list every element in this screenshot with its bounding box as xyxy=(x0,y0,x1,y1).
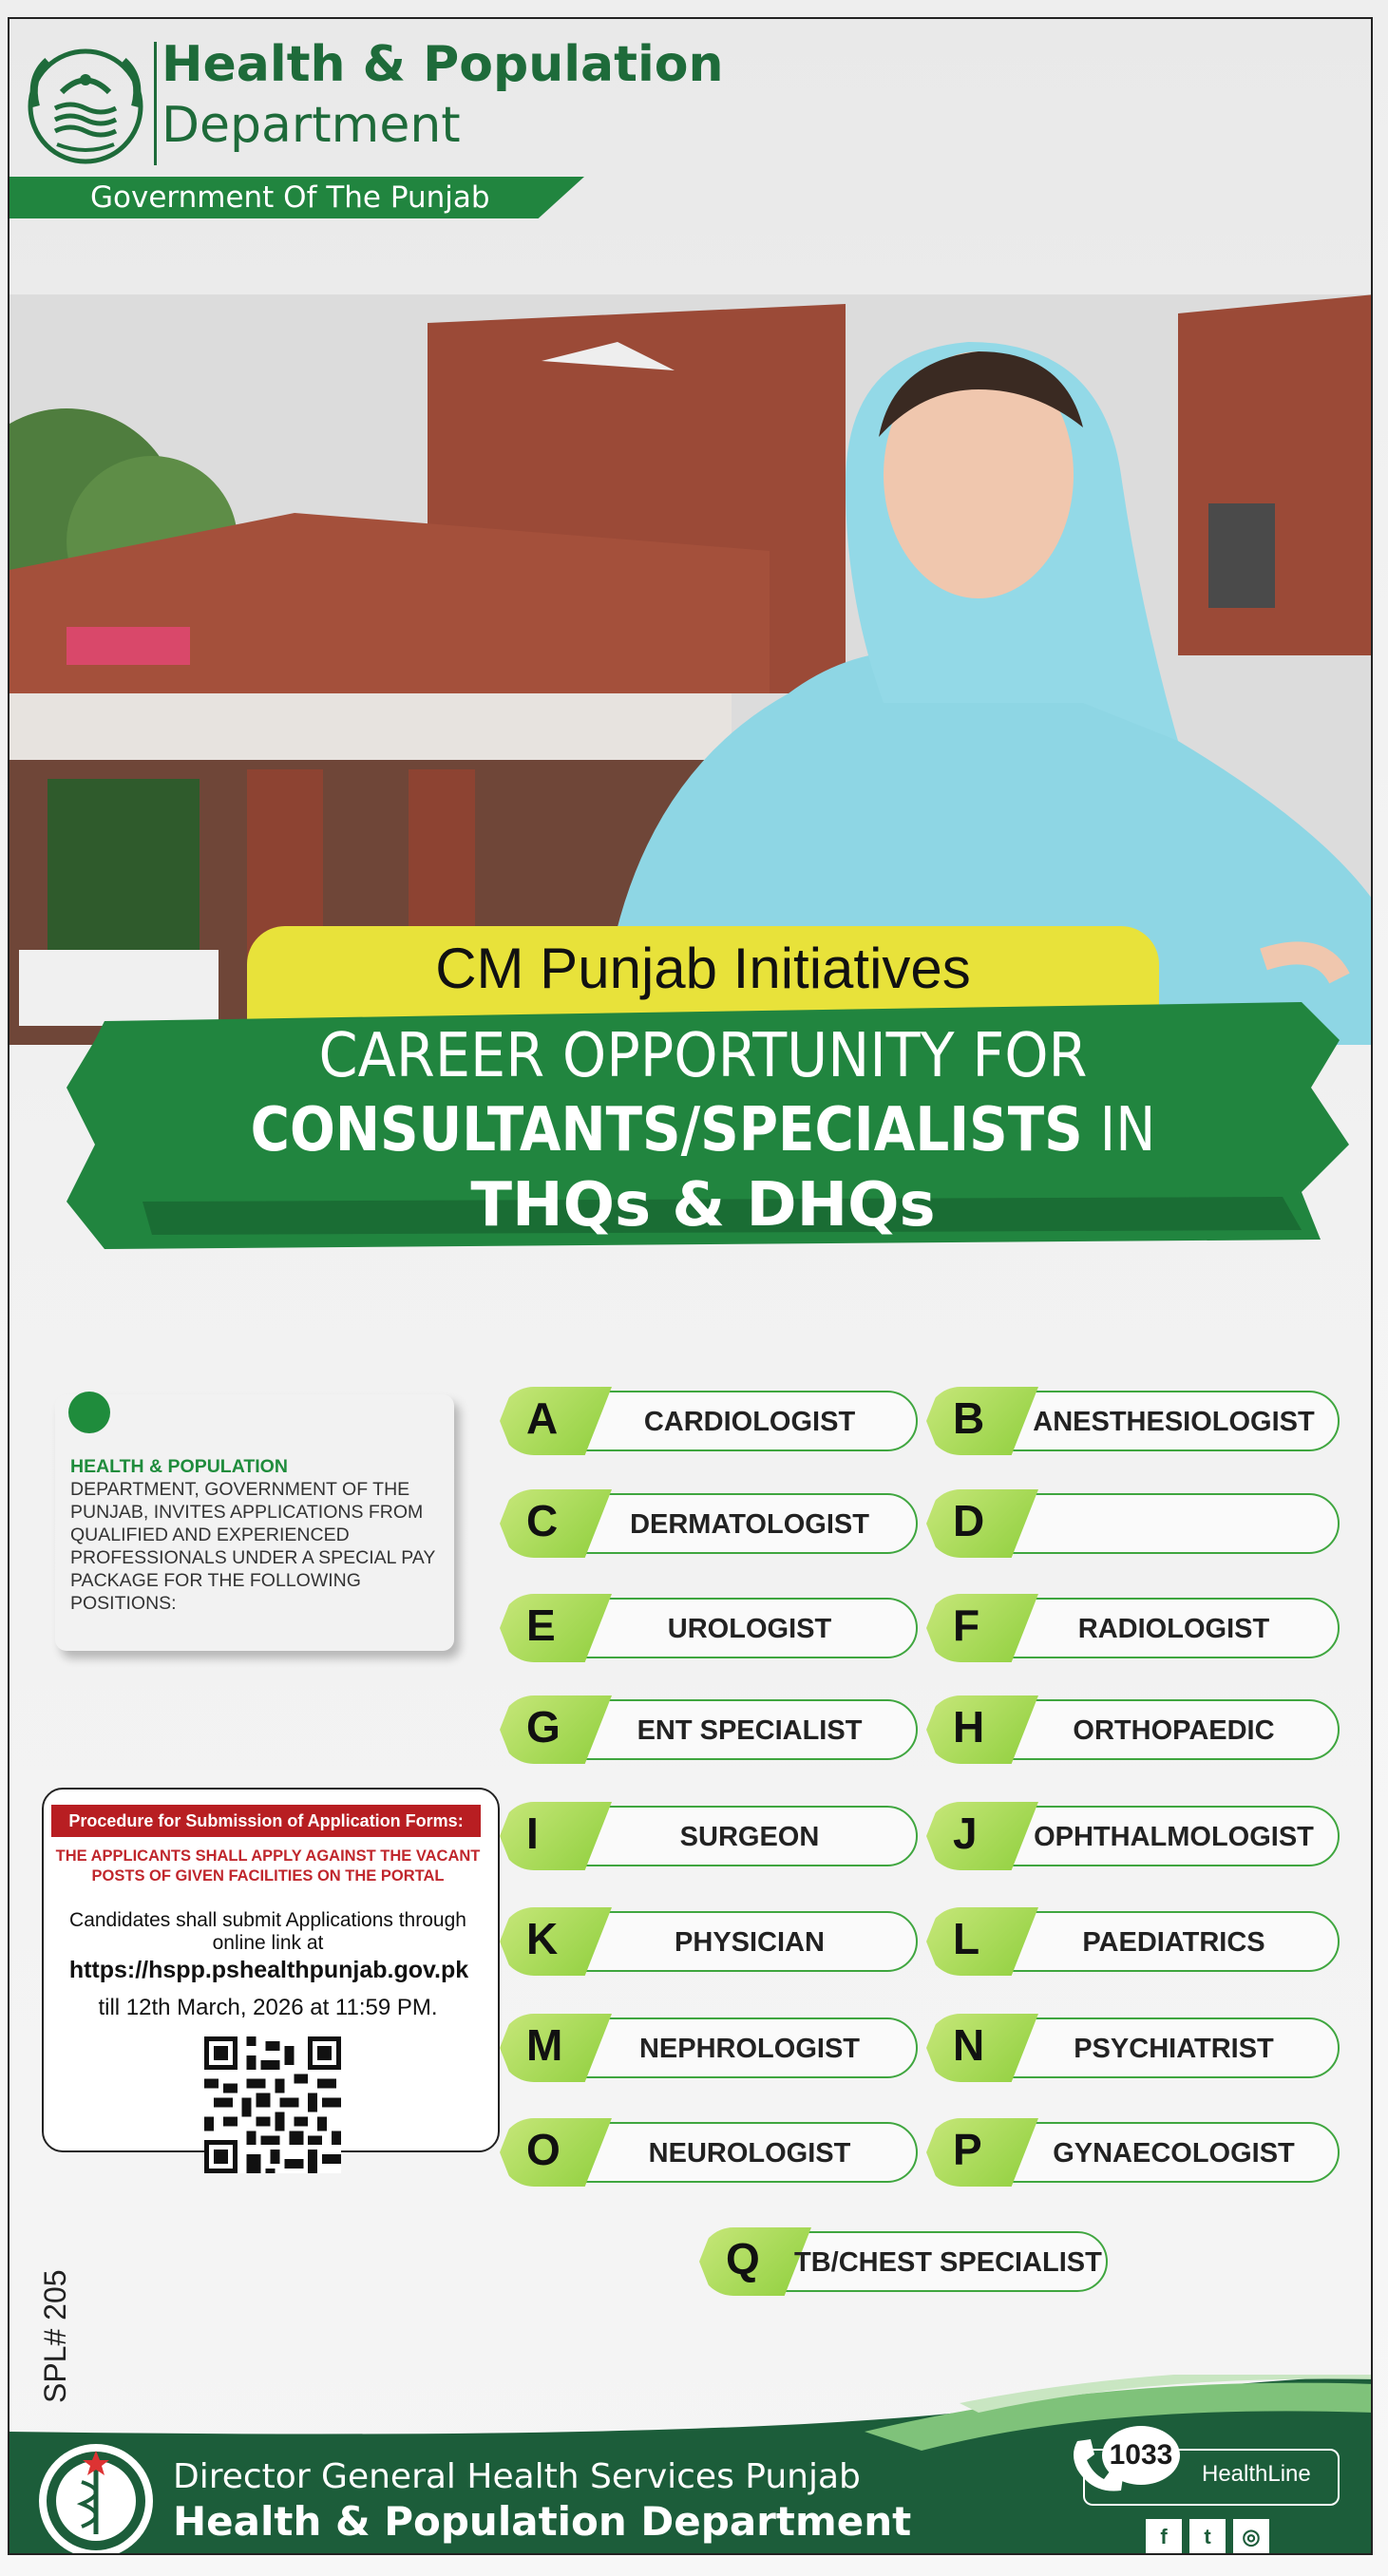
government-label: Government Of The Punjab xyxy=(90,180,490,215)
punjab-emblem-icon xyxy=(19,40,152,173)
position-letter: F xyxy=(953,1601,980,1650)
procedure-notice: THE APPLICANTS SHALL APPLY AGAINST THE VACANT POSTS OF GIVEN FACILITIES ON THE PORTAL xyxy=(55,1847,481,1885)
qr-code-icon[interactable] xyxy=(204,2036,341,2173)
position-letter: B xyxy=(953,1393,985,1443)
position-name: RADIOLOGIST xyxy=(1077,1614,1270,1644)
footer-line1: Director General Health Services Punjab xyxy=(173,2457,861,2496)
position-item-q xyxy=(699,2227,1108,2296)
reference-number: SPL# 205 xyxy=(38,2269,72,2403)
position-name: GYNAECOLOGIST xyxy=(1053,2138,1295,2169)
position-name: UROLOGIST xyxy=(667,1614,832,1644)
position-letter: Q xyxy=(726,2234,760,2283)
header-divider xyxy=(154,42,157,165)
position-letter: P xyxy=(953,2125,982,2174)
position-letter: I xyxy=(526,1809,539,1858)
position-item-f xyxy=(926,1594,1340,1662)
position-letter: K xyxy=(526,1914,559,1963)
position-letter: O xyxy=(526,2125,561,2174)
position-item-b xyxy=(926,1387,1340,1455)
position-item-p xyxy=(926,2118,1340,2187)
position-item-h xyxy=(926,1695,1340,1764)
position-letter: L xyxy=(953,1914,980,1963)
headline-line1: CAREER OPPORTUNITY FOR xyxy=(318,1021,1088,1091)
position-letter: N xyxy=(953,2020,985,2070)
position-item-a xyxy=(500,1387,918,1455)
position-name: PSYCHIATRIST xyxy=(1074,2034,1274,2064)
position-letter: E xyxy=(526,1601,556,1650)
headline-specialists: CONSULTANTS/SPECIALISTS xyxy=(250,1095,1083,1165)
initiative-title: CM Punjab Initiatives xyxy=(435,937,971,1000)
position-name: CARDIOLOGIST xyxy=(643,1407,856,1437)
note-bullet-icon xyxy=(68,1392,110,1433)
department-name-line2: Department xyxy=(162,97,461,154)
position-letter: D xyxy=(953,1496,985,1545)
headline-in: IN xyxy=(1082,1095,1156,1165)
position-letter: M xyxy=(526,2020,563,2070)
dghs-emblem-icon xyxy=(34,2439,158,2555)
position-name: NEPHROLOGIST xyxy=(638,2034,860,2064)
advertisement-frame xyxy=(8,17,1373,2555)
position-item-n xyxy=(926,2014,1340,2082)
position-item-m xyxy=(500,2014,918,2082)
position-name: SURGEON xyxy=(679,1822,820,1852)
position-item-e xyxy=(500,1594,918,1662)
position-name: TB/CHEST SPECIALIST xyxy=(794,2247,1102,2278)
instagram-icon[interactable]: ◎ xyxy=(1233,2519,1269,2555)
helpline-number[interactable]: 1033 xyxy=(1109,2439,1173,2471)
intro-note-text xyxy=(70,1455,450,1615)
position-letter: C xyxy=(526,1496,559,1545)
position-name: DERMATOLOGIST xyxy=(630,1509,869,1540)
position-name: ORTHOPAEDIC xyxy=(1073,1715,1275,1746)
position-letter: G xyxy=(526,1702,561,1752)
intro-body: DEPARTMENT, GOVERNMENT OF THE PUNJAB, INVITES APPLICATIONS FROM QUALIFIED AND EXPERIENCED PROFESSIONALS UNDER A SPECIAL PAY PACKAGE FOR THE FOLLOWING POSITIONS: xyxy=(70,1479,435,1614)
position-item-g xyxy=(500,1695,918,1764)
position-name: PHYSICIAN xyxy=(675,1927,825,1958)
department-name: Health & Population xyxy=(162,36,724,93)
position-name: ENT SPECIALIST xyxy=(637,1715,863,1746)
position-name: PAEDIATRICS xyxy=(1082,1927,1265,1958)
facebook-icon[interactable]: f xyxy=(1146,2519,1182,2555)
helpline-label: HealthLine xyxy=(1202,2461,1311,2487)
intro-highlight: HEALTH & POPULATION xyxy=(70,1456,288,1477)
position-item-k xyxy=(500,1907,918,1976)
position-item-j xyxy=(926,1802,1340,1870)
portal-link[interactable]: https://hspp.pshealthpunjab.gov.pk xyxy=(68,1957,469,1983)
procedure-heading: Procedure for Submission of Application Forms: xyxy=(51,1805,481,1837)
footer-line2: Health & Population Department xyxy=(173,2498,912,2545)
headline-line3: THQs & DHQs xyxy=(470,1170,936,1241)
position-item-o xyxy=(500,2118,918,2187)
procedure-text: Candidates shall submit Applications through online link at xyxy=(69,1909,466,1954)
position-letter: A xyxy=(526,1393,559,1443)
position-item-i xyxy=(500,1802,918,1870)
twitter-icon[interactable]: t xyxy=(1189,2519,1226,2555)
position-name: NEUROLOGIST xyxy=(648,2138,851,2169)
position-name: ANESTHESIOLOGIST xyxy=(1033,1407,1315,1437)
headline-line2 xyxy=(177,1095,1230,1165)
position-item-l xyxy=(926,1907,1340,1976)
application-deadline: till 12th March, 2026 at 11:59 PM. xyxy=(98,1995,438,2020)
position-item-d xyxy=(926,1489,1340,1558)
position-letter: J xyxy=(953,1809,978,1858)
position-name: OPHTHALMOLOGIST xyxy=(1034,1822,1314,1852)
position-letter: H xyxy=(953,1702,985,1752)
position-item-c xyxy=(500,1489,918,1558)
